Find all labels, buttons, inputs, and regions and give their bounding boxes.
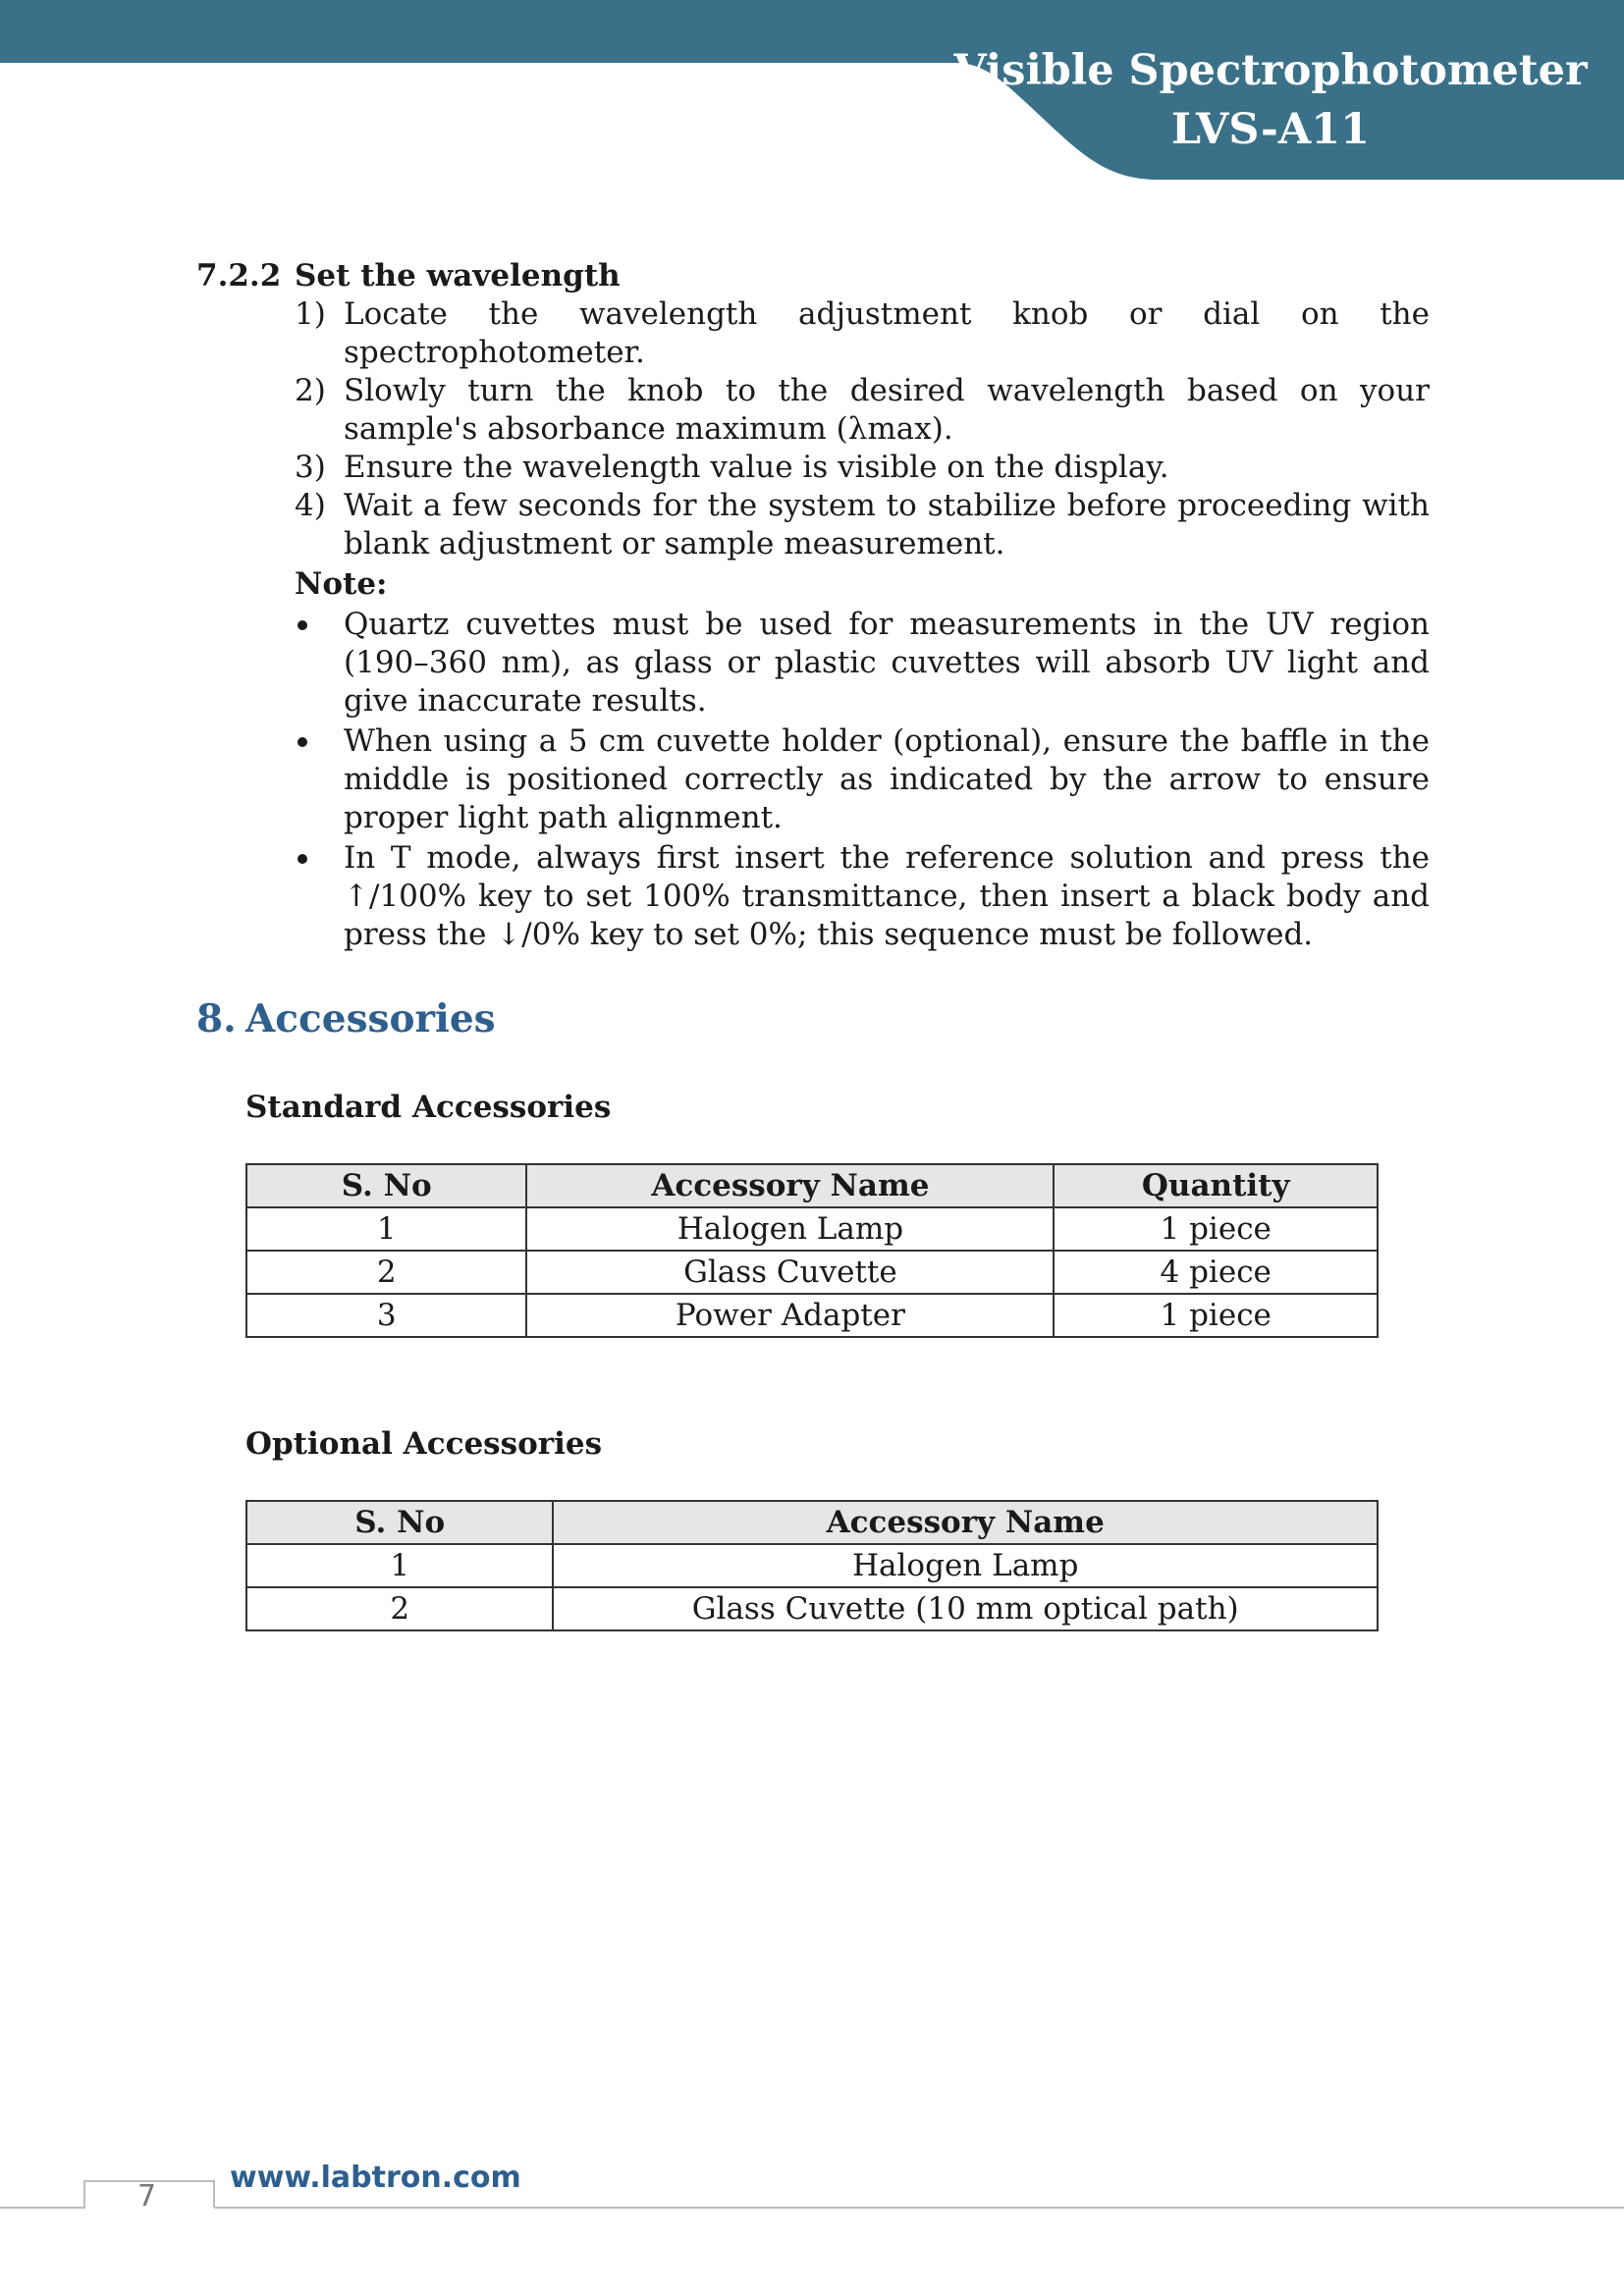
list-item	[295, 839, 1430, 954]
step-marker: 2)	[295, 373, 326, 408]
list-item	[295, 372, 1430, 449]
step-text: Wait a few seconds for the system to stabilize before proceeding with blank adjustment or sample measurement.	[344, 488, 1430, 561]
table-cell: Halogen Lamp	[526, 1207, 1054, 1251]
header-title	[947, 41, 1595, 159]
table-cell: Halogen Lamp	[553, 1544, 1378, 1587]
footer-website-link[interactable]: www.labtron.com	[230, 2161, 521, 2195]
sub-heading-title: Set the wavelength	[295, 258, 621, 294]
page-number: 7	[137, 2179, 157, 2214]
list-item	[295, 295, 1430, 372]
table-header-row	[246, 1164, 1378, 1207]
step-text: Slowly turn the knob to the desired wavelength based on your sample's absorbance maximum (λmax).	[344, 373, 1430, 447]
table-row	[246, 1294, 1378, 1337]
steps-list	[196, 295, 1430, 563]
note-label: Note:	[295, 566, 388, 602]
header-title-line1: Visible Spectrophotometer	[953, 46, 1588, 95]
step-marker: 4)	[295, 488, 326, 523]
section-heading-title: Accessories	[245, 996, 496, 1041]
note-text: When using a 5 cm cuvette holder (optional), ensure the baffle in the middle is positioned correctly as indicated by the arrow to ensure proper light path alignment.	[344, 723, 1430, 835]
table-cell: 2	[246, 1251, 526, 1294]
column-header: Accessory Name	[553, 1501, 1378, 1544]
table-cell: Glass Cuvette	[526, 1251, 1054, 1294]
list-item	[295, 606, 1430, 721]
column-header: S. No	[246, 1164, 526, 1207]
section-7-2-2	[196, 257, 1430, 954]
table-cell: 4 piece	[1054, 1251, 1378, 1294]
section-heading-number: 8.	[196, 996, 237, 1041]
standard-accessories-title: Standard Accessories	[245, 1090, 612, 1125]
table-cell: 1 piece	[1054, 1207, 1378, 1251]
sub-heading-number: 7.2.2	[196, 258, 282, 294]
optional-accessories-title: Optional Accessories	[245, 1426, 603, 1462]
notes-list	[196, 606, 1430, 954]
table-row	[246, 1587, 1378, 1630]
note-text: In T mode, always first insert the reference solution and press the ↑/100% key to set 100% transmittance, then insert a black body and press the ↓/0% key to set 0%; this sequence must be followed.	[344, 840, 1430, 952]
step-text: Ensure the wavelength value is visible on the display.	[344, 450, 1169, 485]
optional-accessories-table	[245, 1500, 1379, 1631]
column-header: Accessory Name	[526, 1164, 1054, 1207]
table-cell: Power Adapter	[526, 1294, 1054, 1337]
bullet-icon	[295, 606, 344, 721]
note-text: Quartz cuvettes must be used for measurements in the UV region (190–360 nm), as glass or plastic cuvettes will absorb UV light and give inaccurate results.	[344, 607, 1430, 719]
list-item	[295, 449, 1430, 487]
bullet-icon	[295, 839, 344, 954]
column-header: S. No	[246, 1501, 553, 1544]
section-heading-accessories	[196, 993, 496, 1044]
table-cell: 1	[246, 1544, 553, 1587]
standard-accessories-table	[245, 1163, 1379, 1338]
table-row	[246, 1251, 1378, 1294]
table-row	[246, 1207, 1378, 1251]
header-title-line2: LVS-A11	[1170, 105, 1371, 154]
step-marker: 3)	[295, 450, 326, 485]
bullet-icon	[295, 722, 344, 837]
list-item	[295, 487, 1430, 563]
table-cell: 2	[246, 1587, 553, 1630]
sub-heading	[196, 257, 1430, 295]
table-cell: 3	[246, 1294, 526, 1337]
list-item	[295, 722, 1430, 837]
step-text: Locate the wavelength adjustment knob or dial on the spectrophotometer.	[344, 296, 1430, 370]
table-header-row	[246, 1501, 1378, 1544]
table-cell: Glass Cuvette (10 mm optical path)	[553, 1587, 1378, 1630]
step-marker: 1)	[295, 296, 326, 332]
table-cell: 1	[246, 1207, 526, 1251]
column-header: Quantity	[1054, 1164, 1378, 1207]
table-row	[246, 1544, 1378, 1587]
table-cell: 1 piece	[1054, 1294, 1378, 1337]
